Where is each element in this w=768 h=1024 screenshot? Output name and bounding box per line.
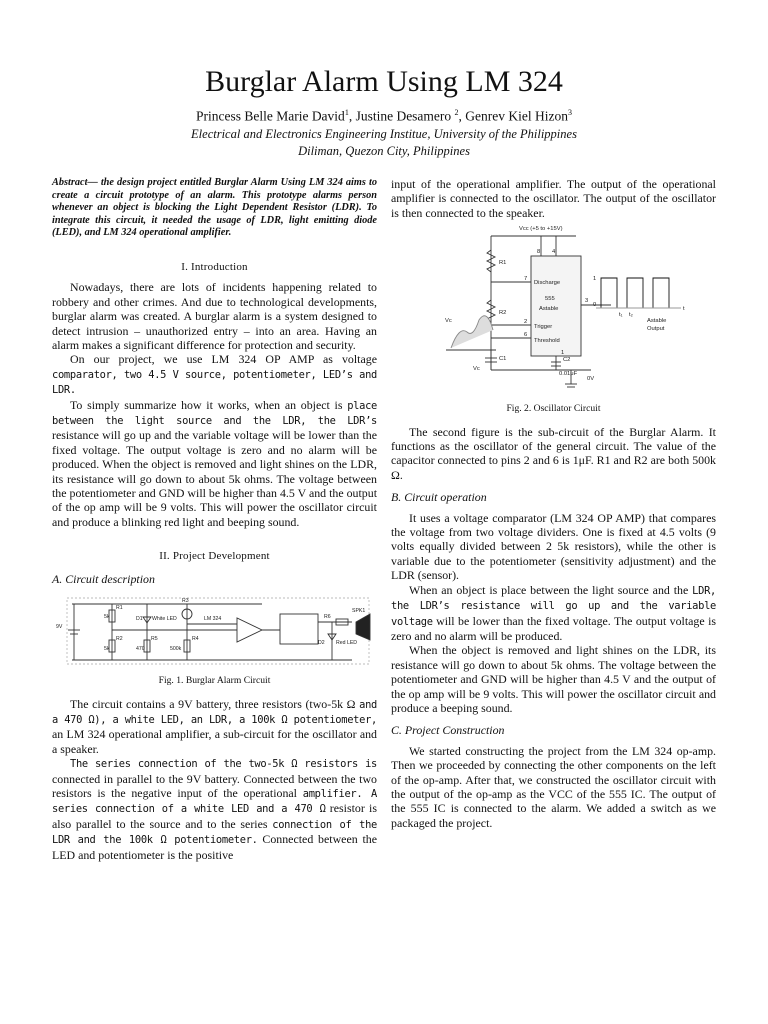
burglar-alarm-circuit-figure (52, 592, 377, 670)
paragraph: It uses a voltage comparator (LM 324 OP AMP) that compares the voltage from two voltage dividers. One is fixed at 4.5 volts (9 volts equally divided between 2 5k resistors), while the other is variable due to the potentiometer (sensitivity adjustment) and the LDR (sensor). (391, 510, 716, 583)
fig1-label: R5 (151, 636, 158, 643)
left-column (52, 177, 377, 862)
affiliation-line: Diliman, Quezon City, Philippines (298, 144, 470, 158)
fig2-label: 0 (593, 302, 597, 309)
fig1-label: R4 (192, 636, 199, 643)
fig1-label: 5k (104, 614, 110, 621)
text-run: an LM 324 operational amplifier, a sub-circuit for the oscillator and a speaker. (52, 727, 377, 756)
fig1-label: SPK1 (352, 608, 366, 615)
fig1-label: Red LED (336, 640, 358, 647)
paragraph (391, 583, 716, 644)
text-run: amplifier. A series connection of a white LED and a 470 Ω (52, 787, 377, 816)
oscillator-circuit-figure (391, 220, 716, 398)
fig1-label: R3 (182, 598, 189, 605)
text-run: When an object is place between the light source and the (409, 582, 693, 597)
fig2-label: Astable (647, 318, 667, 325)
fig1-label: 5k (104, 646, 110, 653)
fig2-label: 1 (593, 276, 597, 283)
author-superscript: 3 (568, 108, 573, 117)
fig2-label: Threshold (534, 338, 560, 345)
paragraph: The second figure is the sub-circuit of the Burglar Alarm. It functions as the oscillator of the general circuit. The value of the capacitor connected to pins 2 and 6 is 1μF. R1 and R2 are both 500k Ω. (391, 424, 716, 482)
fig2-label: 7 (524, 276, 528, 283)
fig2-label: t (683, 306, 685, 313)
fig2-label: 2 (524, 319, 528, 326)
text-run: On our project, we use LM 324 OP AMP as voltage (70, 352, 377, 367)
paragraph (52, 756, 377, 862)
text-run: will be lower than the fixed voltage. The output voltage is zero and no alarm will be produced. (391, 613, 716, 643)
fig2-label: 6 (524, 332, 528, 339)
fig2-label: t₁ (619, 312, 623, 319)
paper-title: Burglar Alarm Using LM 324 (205, 65, 563, 98)
text-run: To simply summarize how it works, when an object is (70, 397, 348, 412)
paragraph: When the object is removed and light shines on the LDR, its resistance will go down to about 5k ohms. The voltage between the potentiometer and GND will be higher than 4.5 V and the output of the op amp will be 9 volts. This will power the oscillator circuit and produce a beeping sound. (391, 643, 716, 715)
fig2-label: R2 (499, 310, 507, 317)
fig1-label: White LED (152, 616, 177, 623)
fig1-label: R1 (116, 605, 123, 612)
fig2-label: Vc (473, 366, 480, 373)
fig2-label: Discharge (534, 280, 561, 287)
text-run: connection of the LDR and the 100k Ω potentiometer. (52, 818, 378, 847)
figure-caption: Fig. 2. Oscillator Circuit (506, 403, 601, 415)
fig2-label: Trigger (534, 324, 553, 331)
author-name: Justine Desamero (355, 108, 452, 124)
subsection-heading: B. Circuit operation (391, 490, 487, 505)
fig2-label: 4 (552, 249, 556, 256)
author-list: Princess Belle Marie David$^1$, Justine Desamero $^2$, Genrev Kiel Hizon$^3$ (195, 108, 573, 124)
subsection-heading: A. Circuit description (52, 571, 155, 586)
subsection-heading: C. Project Construction (391, 723, 505, 738)
fig1-label: 9V (56, 624, 63, 631)
paragraph (52, 398, 377, 530)
text-run: resistor is also parallel to the source and to the series (52, 801, 377, 831)
affiliation-line: Electrical and Electronics Engineering Institue, University of the Philippines (191, 127, 577, 141)
paragraph: input of the operational amplifier. The output of the operational amplifier is connected to the oscillator. The output of the oscillator is then connected to the speaker. (391, 177, 716, 220)
abstract: Abstract— the design project entitled Burglar Alarm Using LM 324 aims to create a circuit prototype of an alarm. This prototype alarms person whenever an object is blocking the Light Dependent Resistor (LDR). To integrate this circuit, it needed the usage of LDR, light emitting diode (LED), and LM 324 operational amplifier. (52, 177, 377, 239)
fig2-label: Output (647, 326, 665, 333)
text-run: and a 470 Ω), a white LED, an LDR, a 100k Ω potentiometer, (52, 698, 377, 726)
fig1-label: 470 (136, 646, 145, 653)
author-name: Genrev Kiel Hizon (465, 108, 569, 124)
fig1-label: LM 324 (204, 616, 222, 623)
text-run: Connected between the LED and potentiometer is the positive (52, 832, 377, 862)
fig2-label: Vc (445, 318, 452, 325)
fig2-label: 3 (585, 298, 589, 305)
section-heading-introduction: I. Introduction (181, 260, 248, 273)
fig2-label: 1 (561, 350, 565, 357)
fig2-label: 555 (545, 296, 555, 303)
text-run: The circuit contains a 9V battery, three resistors (two-5k Ω (70, 696, 360, 711)
fig2-label: 0V (587, 376, 595, 383)
text-run: place between the light source and the LDR, the LDR’s (52, 399, 377, 428)
section-heading-project-development: II. Project Development (159, 550, 270, 563)
author-superscript: 2 (454, 108, 459, 117)
text-run: connected in parallel to the 9V battery. Connected between the two resistors is the negative input of the operational (52, 771, 377, 800)
fig2-label: t₂ (629, 312, 633, 319)
author-name: Princess Belle Marie David (195, 108, 345, 124)
text-run: LDR, the LDR’s resistance will go up and the variable voltage (391, 584, 716, 628)
fig2-label: Astable (539, 306, 559, 313)
fig2-label: R1 (499, 260, 507, 267)
fig1-label: D2 (318, 640, 325, 647)
text-run: The series connection of the two-5k Ω resistors is (70, 758, 377, 771)
fig2-label: Vcc (+5 to +15V) (519, 226, 563, 233)
fig2-label: C2 (563, 357, 571, 364)
paragraph (52, 352, 377, 397)
affiliation (0, 126, 768, 160)
right-column (391, 177, 716, 830)
text-run: resistance will go up and the variable voltage will be lower than the fixed voltage. The output voltage is zero and no alarm will be produced. When the object is removed and light shines on the LDR, its resistance will go down to about 5k ohms. The voltage between the potentiometer and GND will be higher than 4.5 V and the output of the op amp will be 9 volts. This will power the oscillator circuit and produce a blinking red light and beeping sound. (52, 428, 377, 529)
fig1-label: R6 (324, 614, 331, 621)
fig1-label: R2 (116, 636, 123, 643)
text-run: comparator, two 4.5 V source, potentiometer, LED’s and LDR. (52, 368, 377, 397)
paragraph (52, 697, 377, 757)
fig2-label: C1 (499, 356, 507, 363)
fig2-label: 8 (537, 249, 541, 256)
fig1-label: D1 (136, 616, 143, 623)
paragraph: Nowadays, there are lots of incidents happening related to robbery and other crimes. And due to technological developments, burglar alarm was created. A burglar alarm is a system designed to detect intrusion – unauthorized entry – into an area. Having an alarm makes a significant difference for protection and security. (52, 280, 377, 352)
author-superscript: 1 (344, 108, 349, 117)
paragraph: We started constructing the project from the LM 324 op-amp. Then we proceeded by connecting the other components on the left of the op-amp. After that, we constructed the oscillator circuit with the output of the op-amp as the VCC of the 555 IC. The output of the 555 IC is connected to the alarm. We added a switch as we packaged the project. (391, 743, 716, 830)
figure-caption: Fig. 1. Burglar Alarm Circuit (158, 675, 271, 687)
fig2-label: 0.01μF (559, 371, 578, 378)
fig1-label: 500k (170, 646, 182, 653)
